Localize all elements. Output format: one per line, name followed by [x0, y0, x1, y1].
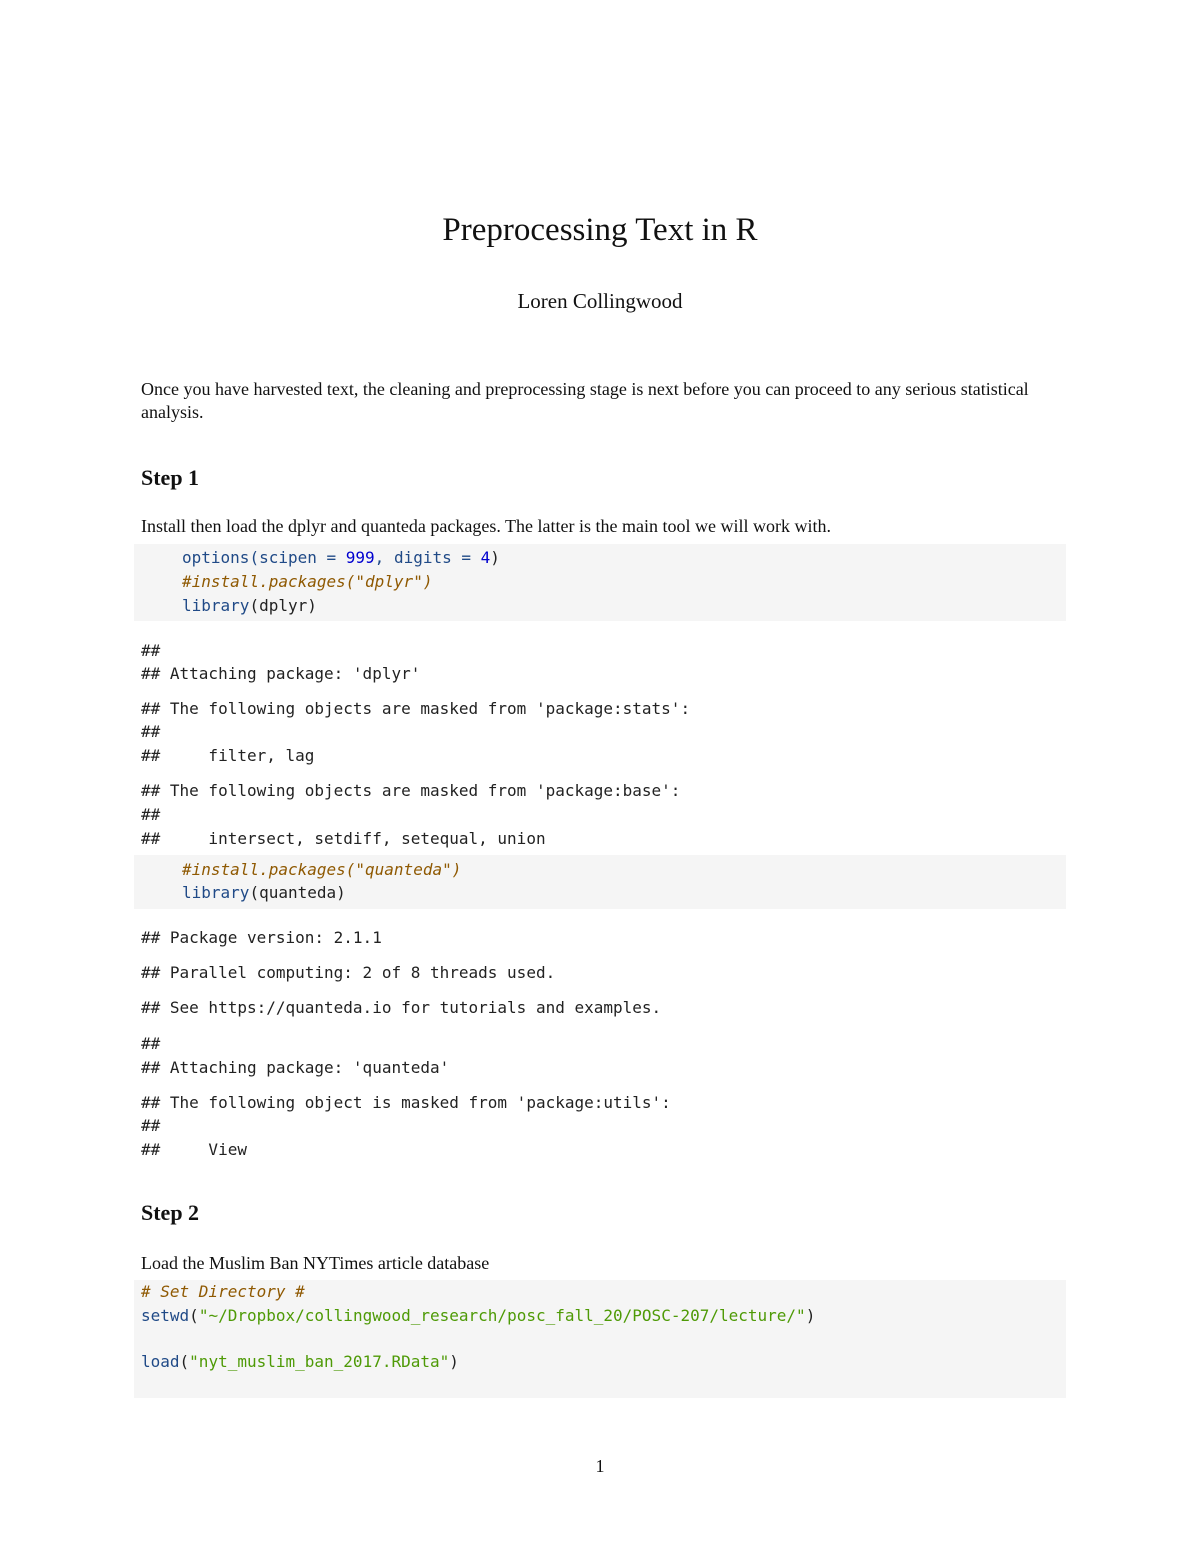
code-paren: (	[189, 1306, 199, 1325]
code-paren: )	[805, 1306, 816, 1325]
code-paren: (	[179, 1352, 190, 1371]
output-line: ## The following objects are masked from 'package:stats':	[141, 699, 691, 718]
code-line	[141, 1280, 305, 1304]
code-string: "~/Dropbox/collingwood_research/posc_fall_20/POSC-207/lecture/"	[198, 1306, 806, 1325]
code-line	[182, 594, 317, 618]
code-line	[141, 1350, 459, 1374]
code-comment: #install.packages("dplyr")	[182, 572, 433, 591]
code-line	[182, 858, 461, 882]
code-line	[182, 546, 500, 570]
output-line: ## View	[141, 1140, 247, 1159]
code-comment: # Set Directory #	[141, 1282, 305, 1301]
code-number: 999	[345, 548, 375, 567]
output-line: ##	[141, 1116, 161, 1135]
output-line: ## filter, lag	[141, 746, 315, 765]
page-number: 1	[595, 1456, 605, 1476]
output-line: ## Attaching package: 'dplyr'	[141, 664, 421, 683]
output-line: ## intersect, setdiff, setequal, union	[141, 829, 546, 848]
code-block-3	[134, 1280, 1066, 1398]
code-comment: #install.packages("quanteda")	[182, 860, 462, 879]
output-line: ##	[141, 1034, 161, 1053]
code-args: (dplyr)	[249, 596, 317, 615]
code-function: library	[182, 596, 250, 615]
code-function: options	[182, 548, 250, 567]
code-line	[182, 881, 346, 905]
code-paren: )	[449, 1352, 459, 1371]
code-function: library	[182, 883, 250, 902]
code-string: "nyt_muslim_ban_2017.RData"	[189, 1352, 450, 1371]
code-block-1	[134, 544, 1066, 621]
code-function: load	[141, 1352, 180, 1371]
step2-heading: Step 2	[141, 1200, 200, 1225]
author-name: Loren Collingwood	[517, 289, 683, 313]
output-line: ## The following objects are masked from 'package:base':	[141, 781, 681, 800]
code-paren: )	[490, 548, 500, 567]
code-line	[141, 1304, 815, 1328]
code-args: , digits =	[374, 548, 481, 567]
output-line: ##	[141, 722, 161, 741]
code-block-2	[134, 855, 1066, 909]
code-line	[182, 570, 432, 594]
output-line: ## The following object is masked from 'package:utils':	[141, 1093, 671, 1112]
code-function: setwd	[141, 1306, 190, 1325]
step1-text: Install then load the dplyr and quanteda packages. The latter is the main tool we will work with.	[141, 516, 831, 536]
output-line: ## Parallel computing: 2 of 8 threads used.	[141, 963, 556, 982]
output-line: ## Attaching package: 'quanteda'	[141, 1058, 450, 1077]
code-args: (scipen =	[249, 548, 346, 567]
output-line: ## Package version: 2.1.1	[141, 928, 382, 947]
output-line: ##	[141, 641, 161, 660]
step1-heading: Step 1	[141, 465, 200, 490]
document-title: Preprocessing Text in R	[442, 212, 758, 248]
code-args: (quanteda)	[249, 883, 346, 902]
output-line: ## See https://quanteda.io for tutorials and examples.	[141, 998, 662, 1017]
step2-text: Load the Muslim Ban NYTimes article database	[141, 1253, 490, 1273]
output-line: ##	[141, 805, 161, 824]
code-number: 4	[480, 548, 491, 567]
intro-paragraph: Once you have harvested text, the cleaning and preprocessing stage is next before you can proceed to any serious statistical analysis.	[141, 379, 1029, 422]
